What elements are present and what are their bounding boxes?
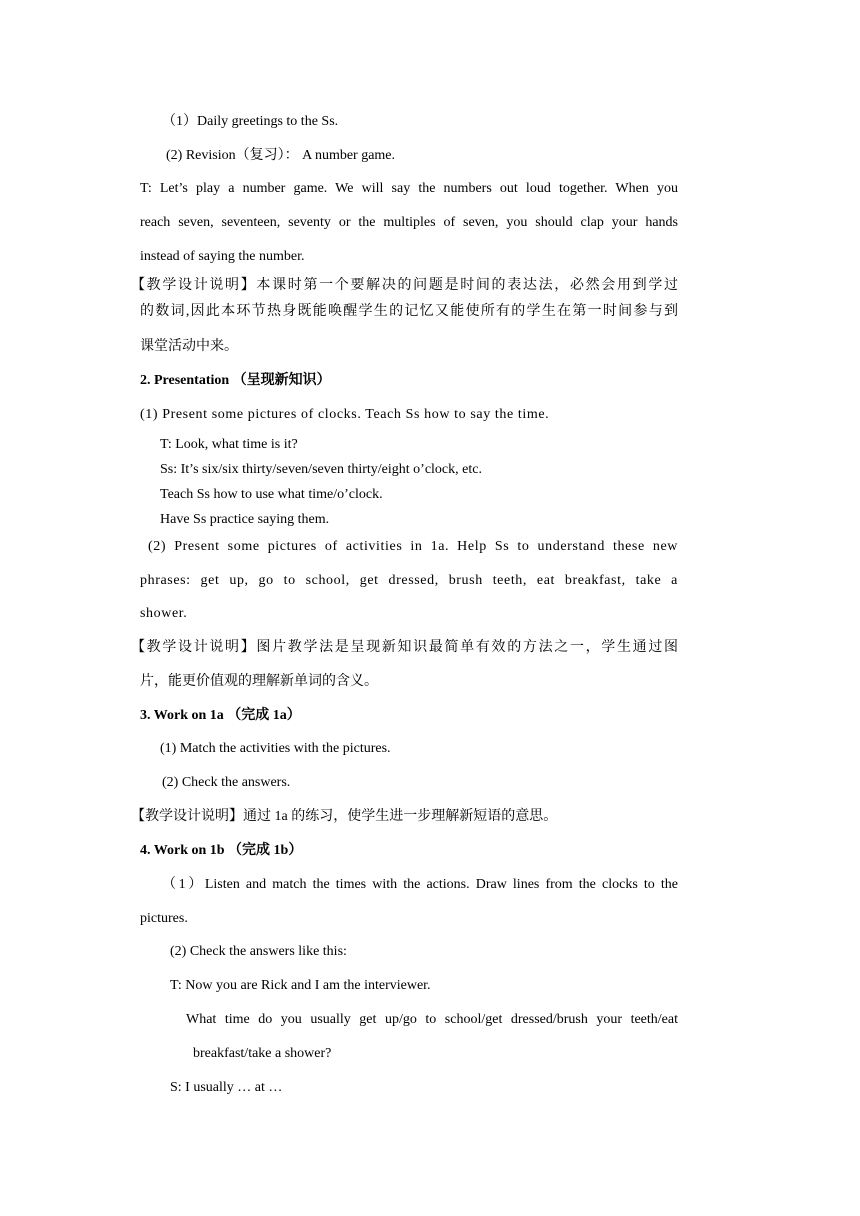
dialogue-line: What time do you usually get up/go to school/get dressed/brush your teeth/eat — [186, 1012, 678, 1027]
dialogue-line: S: I usually … at … — [170, 1080, 283, 1095]
dialogue-line: T: Look, what time is it? — [160, 437, 298, 452]
paragraph-line: pictures. — [140, 911, 188, 926]
design-note-line: 【教学设计说明】本课时第一个要解决的问题是时间的表达法，必然会用到学过 — [131, 278, 678, 293]
paragraph-line: Teach Ss how to use what time/o’clock. — [160, 487, 383, 502]
paragraph-line: (2) Check the answers like this: — [170, 944, 347, 959]
paragraph-line: Have Ss practice saying them. — [160, 512, 330, 527]
paragraph-line: T: Let’s play a number game. We will say the numbers out loud together. When you — [140, 181, 678, 196]
design-note-line: 【教学设计说明】图片教学法是呈现新知识最简单有效的方法之一，学生通过图 — [131, 640, 678, 655]
paragraph-line: phrases: get up, go to school, get dressed, brush teeth, eat breakfast, take a — [140, 573, 678, 588]
paragraph-line: (2) Check the answers. — [162, 775, 291, 790]
paragraph-line: shower. — [140, 606, 188, 621]
dialogue-line: T: Now you are Rick and I am the interviewer. — [170, 978, 431, 993]
paragraph-line: instead of saying the number. — [140, 249, 305, 264]
dialogue-line: Ss: It’s six/six thirty/seven/seven thirty/eight o’clock, etc. — [160, 462, 482, 477]
paragraph-line: (2) Present some pictures of activities in 1a. Help Ss to understand these new — [148, 539, 678, 554]
paragraph-line: (1) Present some pictures of clocks. Teach Ss how to say the time. — [140, 407, 550, 422]
section-heading: 4. Work on 1b （完成 1b） — [140, 843, 303, 858]
design-note-line: 【教学设计说明】通过 1a 的练习，使学生进一步理解新短语的意思。 — [131, 809, 558, 824]
design-note-line: 片，能更价值观的理解新单词的含义。 — [140, 674, 378, 689]
paragraph-line: (1) Match the activities with the pictures. — [160, 741, 391, 756]
design-note-line: 的数词,因此本环节热身既能唤醒学生的记忆又能使所有的学生在第一时间参与到 — [140, 304, 678, 319]
dialogue-line: breakfast/take a shower? — [193, 1046, 332, 1061]
paragraph-line: （1）Listen and match the times with the actions. Draw lines from the clocks to the — [162, 877, 678, 892]
section-heading: 3. Work on 1a （完成 1a） — [140, 708, 301, 723]
paragraph-line: (2) Revision（复习）： A number game. — [166, 148, 396, 163]
design-note-line: 课堂活动中来。 — [140, 339, 238, 354]
paragraph-line: reach seven, seventeen, seventy or the multiples of seven, you should clap your hands — [140, 215, 678, 230]
paragraph-line: （1）Daily greetings to the Ss. — [162, 114, 339, 129]
section-heading: 2. Presentation （呈现新知识） — [140, 373, 331, 388]
